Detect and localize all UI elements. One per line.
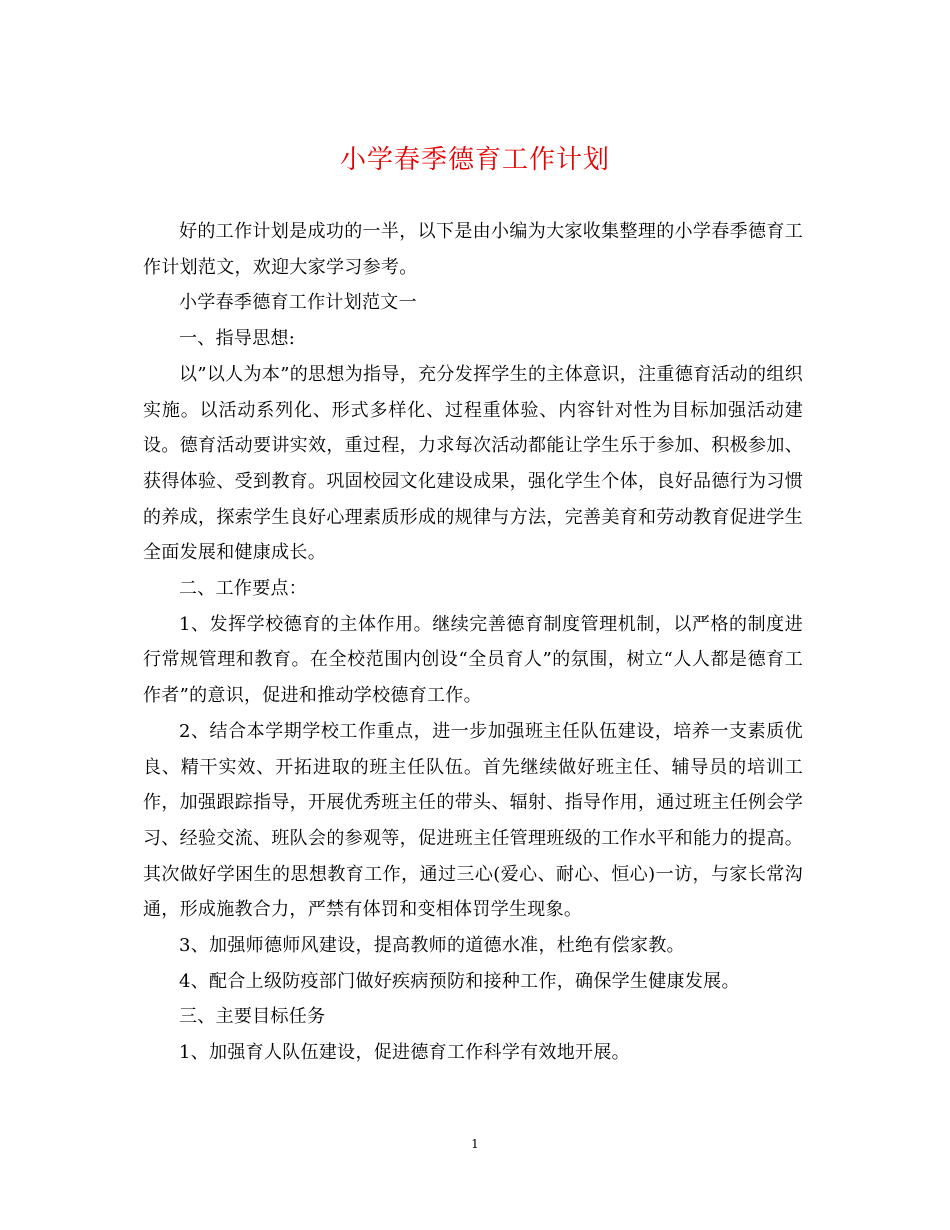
document-body <box>143 214 803 1071</box>
section-heading-work-points: 二、工作要点： <box>179 578 308 600</box>
section-heading-guiding-thought: 一、指导思想: <box>179 328 296 350</box>
paragraph-intro: 好的工作计划是成功的一半，以下是由小编为大家收集整理的小学春季德育工作计划范文，欢迎大家学习参考。 <box>143 221 803 278</box>
paragraph-task-1: 1、加强育人队伍建设，促进德育工作科学有效地开展。 <box>179 1042 630 1064</box>
paragraph-point-3: 3、加强师德师风建设，提高教师的道德水准，杜绝有偿家教。 <box>179 935 685 957</box>
paragraph-point-2: 2、结合本学期学校工作重点，进一步加强班主任队伍建设，培养一支素质优良、精干实效、开拓进取的班主任队伍。首先继续做好班主任、辅导员的培训工作，加强跟踪指导，开展优秀班主任的带头、辐射、指导作用，通过班主任例会学习、经验交流、班队会的参观等，促进班主任管理班级的工作水平和能力的提高。其次做好学困生的思想教育工作，通过三心(爱心、耐心、恒心)一访，与家长常沟通，形成施教合力，严禁有体罚和变相体罚学生现象。 <box>143 720 803 921</box>
section-heading-main-tasks: 三、主要目标任务 <box>179 1006 326 1028</box>
document-title: 小学春季德育工作计划 <box>339 145 610 175</box>
page-number: 1 <box>471 1137 479 1151</box>
paragraph-point-1: 1、发挥学校德育的主体作用。继续完善德育制度管理机制，以严格的制度进行常规管理和教育。在全校范围内创设“全员育人”的氛围，树立“人人都是德育工作者”的意识，促进和推动学校德育工作。 <box>143 613 803 707</box>
paragraph-point-4: 4、配合上级防疫部门做好疾病预防和接种工作，确保学生健康发展。 <box>179 970 740 992</box>
paragraph-guiding-thought: 以”以人为本”的思想为指导，充分发挥学生的主体意识，注重德育活动的组织实施。以活动系列化、形式多样化、过程重体验、内容针对性为目标加强活动建设。德育活动要讲实效，重过程，力求每次活动都能让学生乐于参加、积极参加、获得体验、受到教育。巩固校园文化建设成果，强化学生个体，良好品德行为习惯的养成，探索学生良好心理素质形成的规律与方法，完善美育和劳动教育促进学生全面发展和健康成长。 <box>143 363 803 564</box>
paragraph-sample-heading: 小学春季德育工作计划范文一 <box>179 292 417 314</box>
